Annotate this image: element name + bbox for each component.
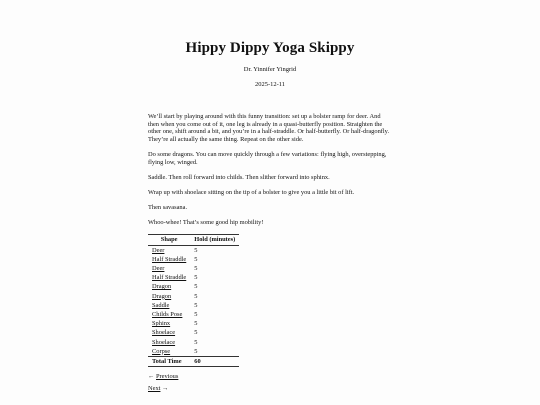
hold-cell: 5 bbox=[194, 292, 198, 300]
shape-link[interactable]: Half Straddle bbox=[152, 274, 187, 282]
right-arrow-icon: → bbox=[162, 385, 169, 393]
hold-cell: 5 bbox=[194, 255, 198, 263]
shape-cell bbox=[148, 319, 190, 328]
total-row bbox=[148, 357, 239, 367]
shape-link[interactable]: Corpse bbox=[152, 347, 171, 355]
table-row bbox=[148, 319, 239, 328]
shape-link[interactable]: Saddle bbox=[152, 301, 170, 309]
hold-cell: 5 bbox=[194, 274, 198, 282]
shape-link[interactable]: Shoelace bbox=[152, 338, 176, 346]
total-value: 60 bbox=[190, 357, 239, 367]
shape-cell bbox=[148, 282, 190, 291]
shape-link[interactable]: Shoelace bbox=[152, 329, 176, 337]
post-date: 2025-12-11 bbox=[254, 81, 286, 88]
table-body bbox=[148, 245, 239, 367]
shape-link[interactable]: Deer bbox=[152, 246, 165, 254]
shape-link[interactable]: Deer bbox=[152, 264, 165, 272]
paragraph-dragons: Do some dragons. You can move quickly through a few variations: flying high, overstepping, flying low, winged. bbox=[148, 151, 387, 166]
shape-cell bbox=[148, 292, 190, 301]
table-row bbox=[148, 347, 239, 357]
shape-link[interactable]: Childs Pose bbox=[152, 311, 183, 318]
table-row bbox=[148, 264, 239, 273]
left-arrow-icon: ← bbox=[148, 373, 155, 381]
hold-cell: 5 bbox=[194, 347, 198, 355]
shape-cell bbox=[148, 245, 190, 255]
shape-link[interactable]: Half Straddle bbox=[152, 255, 187, 263]
hold-cell: 5 bbox=[194, 301, 198, 309]
hold-cell: 5 bbox=[194, 246, 198, 254]
hold-cell: 5 bbox=[194, 283, 198, 291]
shape-link[interactable]: Dragon bbox=[152, 292, 172, 300]
page-title: Hippy Dippy Yoga Skippy bbox=[185, 40, 355, 56]
shape-cell bbox=[148, 338, 190, 347]
paragraph-savasana: Then savasana. bbox=[148, 204, 188, 212]
shape-link[interactable]: Dragon bbox=[152, 283, 172, 291]
shape-link[interactable]: Sphinx bbox=[152, 320, 171, 328]
table-row bbox=[148, 310, 239, 319]
hold-cell: 5 bbox=[194, 311, 198, 318]
next-link[interactable] bbox=[148, 385, 393, 393]
previous-label: Previous bbox=[156, 373, 179, 381]
table-row bbox=[148, 245, 239, 255]
hold-cell: 5 bbox=[194, 264, 198, 272]
next-label: Next bbox=[148, 385, 161, 393]
post-header bbox=[0, 38, 540, 89]
paragraph-saddle: Saddle. Then roll forward into childs. Then slither forward into sphinx. bbox=[148, 174, 330, 181]
post-body bbox=[148, 113, 393, 397]
table-row bbox=[148, 273, 239, 282]
previous-link[interactable] bbox=[148, 373, 393, 381]
table-row bbox=[148, 282, 239, 291]
table-row bbox=[148, 328, 239, 337]
shape-cell bbox=[148, 328, 190, 337]
holds-table bbox=[148, 234, 239, 367]
shape-cell bbox=[148, 255, 190, 264]
table-row bbox=[148, 301, 239, 310]
shape-cell bbox=[148, 264, 190, 273]
total-label: Total Time bbox=[148, 357, 190, 367]
hold-cell: 5 bbox=[194, 320, 198, 328]
table-header-row bbox=[148, 235, 239, 245]
column-header-hold: Hold (minutes) bbox=[190, 235, 239, 245]
hold-cell: 5 bbox=[194, 329, 198, 337]
paragraph-shoelace: Wrap up with shoelace sitting on the tip of a bolster to give you a little bit of lift. bbox=[148, 189, 355, 197]
table-row bbox=[148, 338, 239, 347]
shape-cell bbox=[148, 301, 190, 310]
table-row bbox=[148, 292, 239, 301]
hold-cell: 5 bbox=[194, 338, 198, 346]
shape-cell bbox=[148, 310, 190, 319]
column-header-shape: Shape bbox=[148, 235, 190, 245]
post-navigation bbox=[148, 373, 393, 393]
author-name: Dr. Yinnifer Yingrid bbox=[243, 66, 297, 73]
shape-cell bbox=[148, 347, 190, 357]
shape-cell bbox=[148, 273, 190, 282]
paragraph-intro: We’ll start by playing around with this funny transition: set up a bolster ramp for deer. And then when you come out of it, one leg is already in a quasi-butterfly position. Straighten the other one, shift around a bit, and you’re in a half-straddle. Or half-butterfly. Or half-dragonfly. They’re all actually the same thing. Repeat on the other side. bbox=[148, 113, 390, 144]
table-row bbox=[148, 255, 239, 264]
paragraph-closing: Whoo-whee! That’s some good hip mobility! bbox=[148, 219, 264, 227]
